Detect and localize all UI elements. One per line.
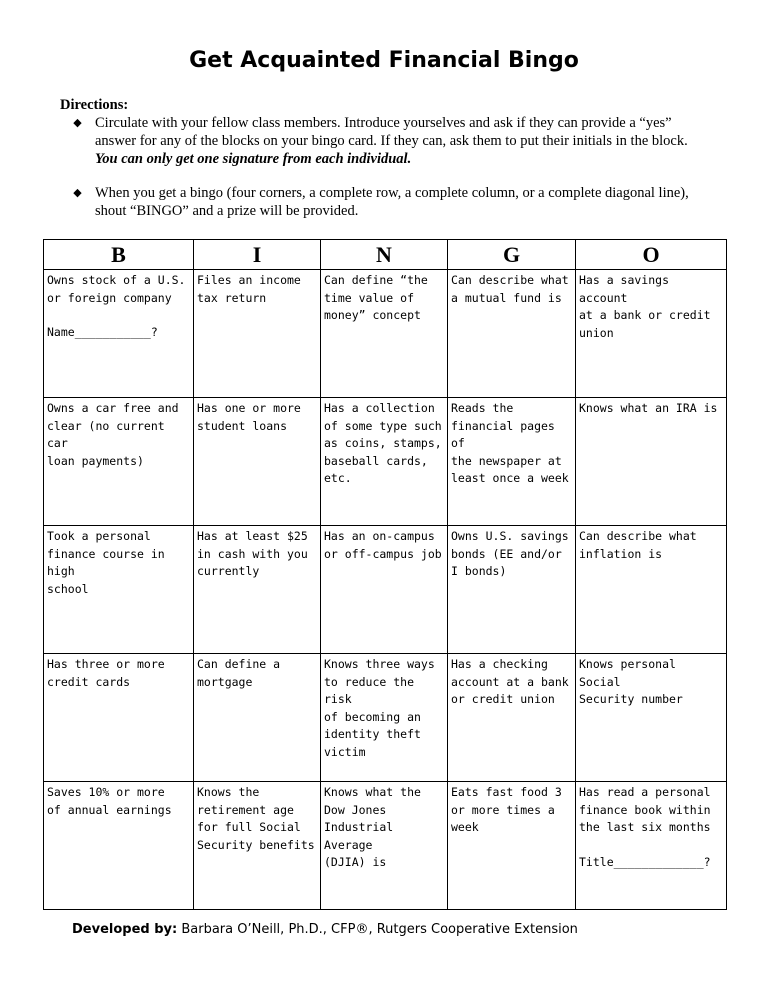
bingo-cell[interactable] — [576, 398, 727, 526]
bingo-cell[interactable] — [448, 654, 576, 782]
diamond-bullet-icon: ◆ — [73, 117, 82, 129]
bingo-header-i: I — [194, 240, 321, 270]
bingo-cell[interactable] — [194, 398, 321, 526]
bingo-cell[interactable] — [44, 398, 194, 526]
direction-2-text: When you get a bingo (four corners, a complete row, a complete column, or a complete diagonal line), shout “BINGO” and a prize will be provided. — [95, 185, 689, 219]
bingo-cell-text: Can define “the time value of money” concept — [324, 273, 428, 322]
bingo-cell[interactable] — [448, 398, 576, 526]
bingo-row — [44, 398, 727, 526]
signature-title-line: Title_____________? — [579, 854, 711, 869]
page-title: Get Acquainted Financial Bingo — [189, 48, 579, 73]
bingo-cell[interactable] — [194, 654, 321, 782]
bingo-header-b: B — [44, 240, 194, 270]
bingo-row — [44, 782, 727, 910]
bingo-cell-text: Knows personal Social Security number — [579, 657, 683, 706]
bingo-cell-text: Knows the retirement age for full Social Security benefits — [197, 785, 315, 852]
bingo-cell-text: Has one or more student loans — [197, 401, 301, 433]
bingo-cell-text: Took a personal finance course in high school — [47, 529, 165, 596]
bingo-cell[interactable] — [44, 654, 194, 782]
bingo-row — [44, 654, 727, 782]
bingo-cell[interactable] — [576, 654, 727, 782]
bingo-cell-text: Has an on-campus or off-campus job — [324, 529, 442, 561]
bingo-cell[interactable] — [44, 270, 194, 398]
bingo-cell-text: Knows what the Dow Jones Industrial Average (DJIA) is — [324, 785, 421, 869]
bingo-cell[interactable] — [448, 526, 576, 654]
bingo-cell-text: Reads the financial pages of the newspaper at least once a week — [451, 401, 569, 485]
bingo-cell-text: Saves 10% or more of annual earnings — [47, 785, 172, 817]
bingo-cell-text: Has a checking account at a bank or credit union — [451, 657, 569, 706]
direction-item-1 — [60, 114, 710, 168]
bingo-cell-text: Knows three ways to reduce the risk of becoming an identity theft victim — [324, 657, 435, 759]
bingo-cell-text: Owns a car free and clear (no current car loan payments) — [47, 401, 179, 468]
bingo-row — [44, 526, 727, 654]
direction-1-emphasis: You can only get one signature from each individual. — [95, 151, 412, 167]
bingo-cell-text: Knows what an IRA is — [579, 401, 718, 415]
footer-label: Developed by: — [72, 922, 178, 937]
bingo-cell[interactable] — [44, 526, 194, 654]
bingo-card — [43, 239, 727, 910]
direction-1-text: Circulate with your fellow class members. Introduce yourselves and ask if they can provide a “yes” answer for any of the blocks on your bingo card. If they can, ask them to put their initials in the block. — [95, 115, 688, 149]
bingo-cell[interactable] — [321, 654, 448, 782]
bingo-row — [44, 270, 727, 398]
signature-name-line: Name___________? — [47, 325, 158, 339]
bingo-cell-text: Has a savings account at a bank or credit union — [579, 273, 711, 340]
bingo-cell[interactable] — [321, 526, 448, 654]
bingo-cell-text: Can define a mortgage — [197, 657, 281, 689]
bingo-cell-text: Eats fast food 3 or more times a week — [451, 785, 562, 834]
bingo-cell-text: Can describe what a mutual fund is — [451, 273, 569, 305]
direction-item-2 — [60, 184, 710, 220]
bingo-cell[interactable] — [321, 398, 448, 526]
bingo-cell-text: Has at least $25 in cash with you currently — [197, 529, 308, 578]
bingo-header-g: G — [448, 240, 576, 270]
bingo-cell-text: Has a collection of some type such as coins, stamps, baseball cards, etc. — [324, 401, 442, 485]
directions-heading: Directions: — [60, 97, 129, 113]
bingo-cell-text: Has read a personal finance book within the last six months — [579, 785, 711, 834]
bingo-cell-text: Has three or more credit cards — [47, 657, 165, 689]
bingo-cell[interactable] — [321, 782, 448, 910]
bingo-cell-text: Can describe what inflation is — [579, 529, 697, 561]
bingo-cell-text: Owns stock of a U.S. or foreign company — [47, 273, 186, 305]
bingo-header-o: O — [576, 240, 727, 270]
footer-credit — [72, 922, 578, 937]
bingo-cell-text: Owns U.S. savings bonds (EE and/or I bonds) — [451, 529, 569, 578]
bingo-cell[interactable] — [321, 270, 448, 398]
bingo-cell[interactable] — [576, 526, 727, 654]
bingo-cell[interactable] — [448, 270, 576, 398]
bingo-cell-text: Files an income tax return — [197, 273, 301, 305]
footer-text: Barbara O’Neill, Ph.D., CFP®, Rutgers Cooperative Extension — [181, 922, 578, 937]
directions-section — [60, 96, 710, 220]
bingo-header-row — [44, 240, 727, 270]
bingo-cell[interactable] — [194, 526, 321, 654]
bingo-cell[interactable] — [576, 782, 727, 910]
bingo-cell[interactable] — [44, 782, 194, 910]
bingo-cell[interactable] — [448, 782, 576, 910]
bingo-cell[interactable] — [194, 782, 321, 910]
bingo-cell[interactable] — [576, 270, 727, 398]
bingo-header-n: N — [321, 240, 448, 270]
diamond-bullet-icon: ◆ — [73, 187, 82, 199]
bingo-cell[interactable] — [194, 270, 321, 398]
